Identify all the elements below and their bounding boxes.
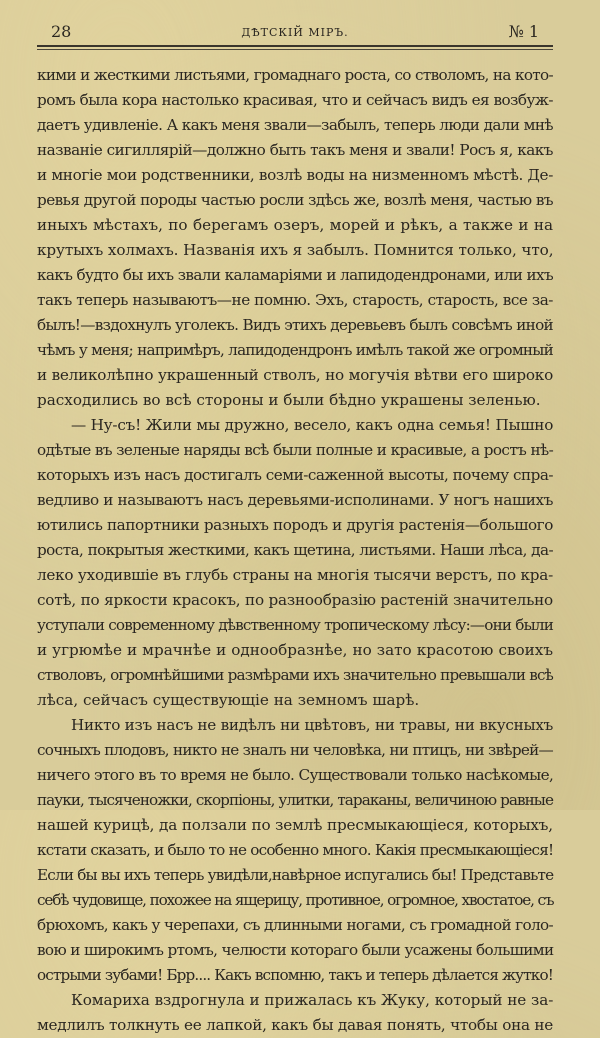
text-line: медлилъ толкнуть ее лапкой, какъ бы давая понять, чтобы она не — [37, 1016, 553, 1034]
text-line: ничего этого въ то время не было. Существовали только насѣкомые, — [37, 766, 554, 784]
text-line: расходились во всѣ стороны и были бѣдно украшены зеленью. — [37, 391, 541, 409]
text-line: леко уходившіе въ глубь страны на многія тысячи верстъ, по кра- — [37, 566, 553, 584]
text-line: иныхъ мѣстахъ, по берегамъ озеръ, морей и рѣкъ, а также и на — [37, 216, 553, 234]
text-line: кстати сказать, и было то не особенно много. Какія пресмыкающіеся! — [37, 841, 554, 859]
text-line: и угрюмѣе и мрачнѣе и однообразнѣе, но зато красотою своихъ — [37, 641, 553, 659]
text-line: ревья другой породы частью росли здѣсь же, возлѣ меня, частью въ — [37, 191, 554, 209]
header-rule-thick — [37, 45, 553, 47]
text-line: чѣмъ у меня; напримѣръ, лапидодендронъ имѣлъ такой же огромный — [37, 341, 553, 359]
body-text — [37, 63, 553, 1038]
text-line: Комариха вздрогнула и прижалась къ Жуку, который не за- — [71, 991, 554, 1009]
running-header — [37, 18, 553, 48]
text-line: вою и широкимъ ртомъ, челюсти котораго были усажены большими — [37, 941, 554, 959]
text-line: которыхъ изъ насъ достигалъ семи-саженной высоты, почему спра- — [37, 466, 554, 484]
text-line: — Ну-съ! Жили мы дружно, весело, какъ одна семья! Пышно — [71, 416, 554, 434]
text-line: ромъ была кора настолько красивая, что и сейчасъ видъ ея возбуж- — [37, 91, 553, 109]
text-line: Если бы вы ихъ теперь увидѣли,навѣрное испугались бы! Представьте — [37, 866, 554, 884]
text-line: уступали современному дѣвственному тропическому лѣсу:—они были — [37, 616, 553, 634]
text-line: кими и жесткими листьями, громаднаго роста, со стволомъ, на кото- — [37, 66, 553, 84]
text-line: такъ теперь называютъ—не помню. Эхъ, старость, старость, все за- — [37, 291, 553, 309]
text-line: ютились папортники разныхъ породъ и другія растенія—большого — [37, 516, 553, 534]
text-line: названіе сигиллярій—должно быть такъ меня и звали! Росъ я, какъ — [37, 141, 553, 159]
text-line: ведливо и называютъ насъ деревьями-исполинами. У ногъ нашихъ — [37, 491, 553, 509]
text-line: былъ!—вздохнулъ уголекъ. Видъ этихъ деревьевъ былъ совсѣмъ иной — [37, 316, 553, 334]
text-line: стволовъ, огромнѣйшими размѣрами ихъ значительно превышали всѣ — [37, 666, 553, 684]
text-line: какъ будто бы ихъ звали каламаріями и лапидодендронами, или ихъ — [37, 266, 554, 284]
text-line: крутыхъ холмахъ. Названія ихъ я забылъ. Помнится только, что, — [37, 241, 554, 259]
text-line: острыми зубами! Брр.... Какъ вспомню, такъ и теперь дѣлается жутко! — [37, 966, 553, 984]
text-line: Никто изъ насъ не видѣлъ ни цвѣтовъ, ни травы, ни вкусныхъ — [71, 716, 554, 734]
journal-title: ДѢТСКІЙ МІРЪ. — [241, 26, 349, 39]
text-line: одѣтые въ зеленые наряды всѣ были полные и красивые, а ростъ нѣ- — [37, 441, 554, 459]
text-line: сочныхъ плодовъ, никто не зналъ ни человѣка, ни птицъ, ни звѣрей— — [37, 741, 553, 759]
text-line: и великолѣпно украшенный стволъ, но могучія вѣтви его широко — [37, 366, 553, 384]
text-line: роста, покрытыя жесткими, какъ щетина, листьями. Наши лѣса, да- — [37, 541, 554, 559]
text-line: нашей курицѣ, да ползали по землѣ пресмыкающіеся, которыхъ, — [37, 816, 553, 834]
text-line: лѣса, сейчасъ существующіе на земномъ шарѣ. — [37, 691, 420, 709]
text-line: брюхомъ, какъ у черепахи, съ длинными ногами, съ громадной голо- — [37, 916, 553, 934]
header-rule-thin — [37, 49, 553, 50]
text-line: даетъ удивленіе. А какъ меня звали—забылъ, теперь люди дали мнѣ — [37, 116, 553, 134]
issue-number: № 1 — [508, 22, 539, 41]
text-line: пауки, тысяченожки, скорпіоны, улитки, тараканы, величиною равные — [37, 791, 553, 809]
text-line: и многіе мои родственники, возлѣ воды на низменномъ мѣстѣ. Де- — [37, 166, 553, 184]
page-number: 28 — [51, 22, 72, 41]
text-line: сотѣ, по яркости красокъ, по разнообразію растеній значительно — [37, 591, 553, 609]
text-line: себѣ чудовище, похожее на ящерицу, противное, огромное, хвостатое, съ — [37, 891, 554, 909]
